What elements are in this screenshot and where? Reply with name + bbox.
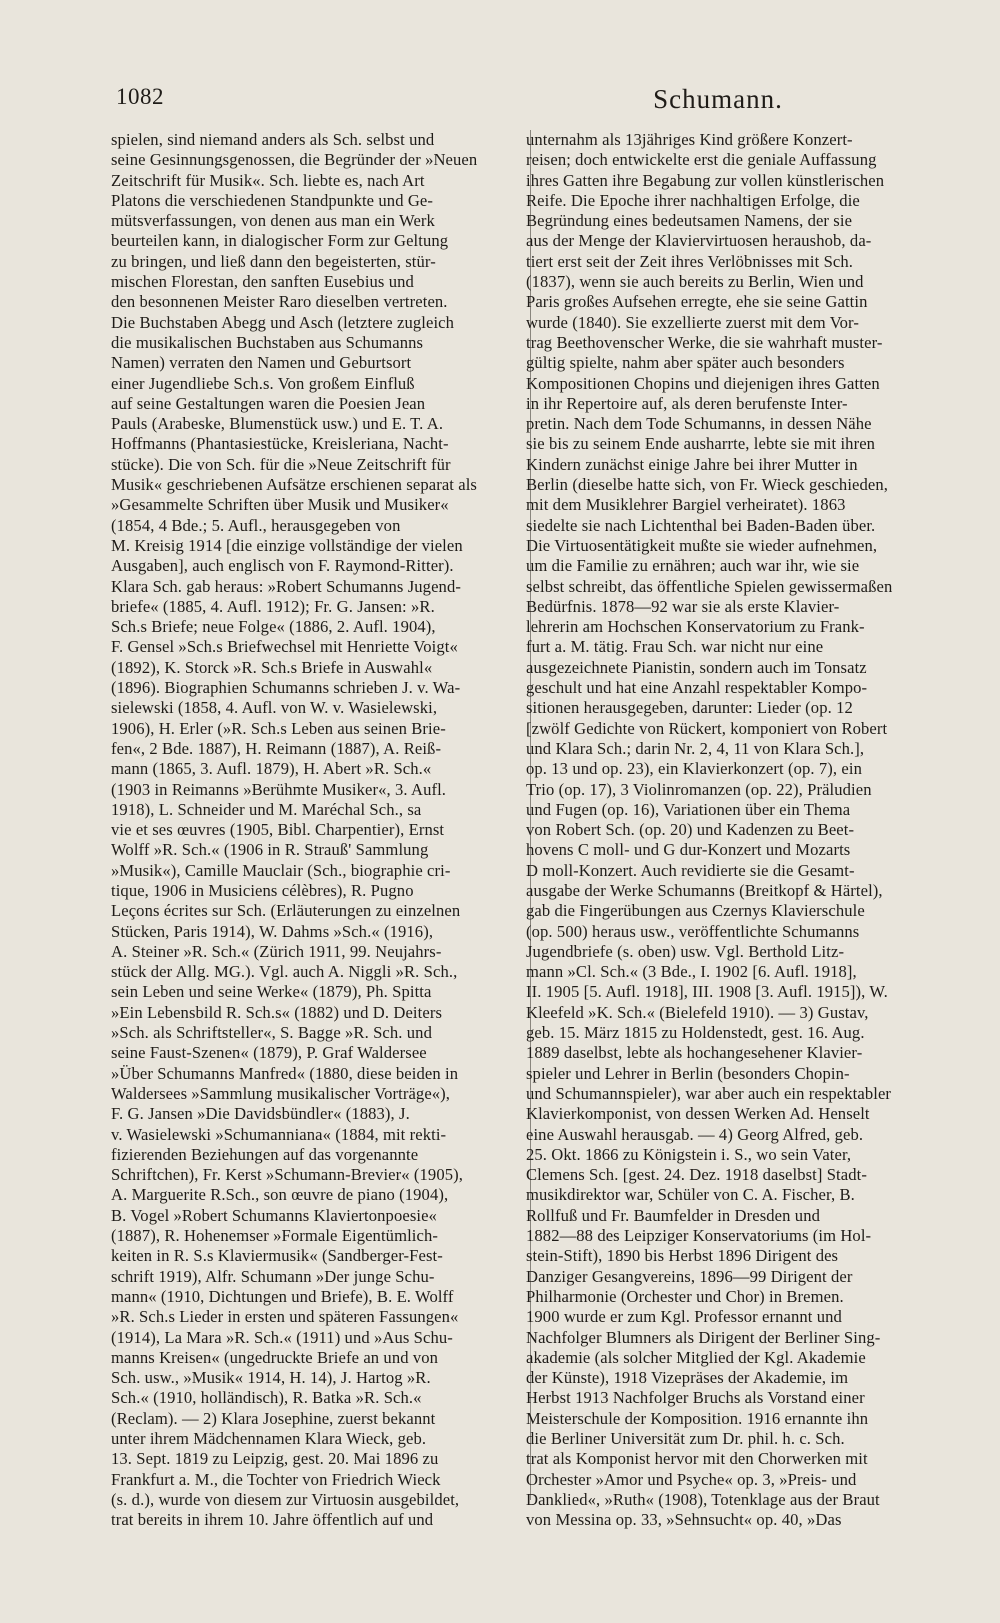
text-line: (1854, 4 Bde.; 5. Aufl., herausgegeben von xyxy=(111,515,401,535)
text-line: Danziger Gesangvereins, 1896—99 Dirigent der xyxy=(526,1266,853,1286)
text-line: [zwölf Gedichte von Rückert, komponiert von Robert xyxy=(526,718,888,738)
text-line: op. 13 und op. 23), ein Klavierkonzert (op. 7), ein xyxy=(526,759,862,779)
text-line: Leçons écrites sur Sch. (Erläuterungen zu einzelnen xyxy=(111,901,461,921)
text-line: die Berliner Universität zum Dr. phil. h. c. Sch. xyxy=(526,1429,845,1448)
page-number: 1082 xyxy=(116,84,164,109)
text-line: Klavierkomponist, von dessen Werken Ad. Henselt xyxy=(526,1104,870,1124)
text-line: Philharmonie (Orchester und Chor) in Bremen. xyxy=(526,1286,844,1306)
text-line: Bedürfnis. 1878—92 war sie als erste Klavier- xyxy=(526,596,840,616)
text-line: den besonnenen Meister Raro dieselben vertreten. xyxy=(111,292,448,312)
text-line: Klara Sch. gab heraus: »Robert Schumanns Jugend- xyxy=(111,576,461,596)
text-line: hovens C moll- und G dur-Konzert und Mozarts xyxy=(526,840,851,860)
text-line: lehrerin am Hochschen Konservatorium zu Frank- xyxy=(526,617,865,637)
text-line: in ihr Repertoire auf, als deren berufenste Inter- xyxy=(526,393,848,413)
text-line: mann« (1910, Dichtungen und Briefe), B. E. Wolff xyxy=(111,1286,454,1306)
text-line: gab die Fingerübungen aus Czernys Klavierschule xyxy=(526,901,865,921)
text-line: beurteilen kann, in dialogischer Form zur Geltung xyxy=(111,231,449,251)
text-line: Paris großes Aufsehen erregte, ehe sie seine Gattin xyxy=(526,292,868,312)
text-line: ihres Gatten ihre Begabung zur vollen künstlerischen xyxy=(526,170,885,190)
text-line: tique, 1906 in Musiciens célèbres), R. Pugno xyxy=(111,880,414,900)
text-line: Herbst 1913 Nachfolger Bruchs als Vorstand einer xyxy=(526,1388,865,1408)
text-line: manns Kreisen« (ungedruckte Briefe an und von xyxy=(111,1347,439,1367)
text-line: unter ihrem Mädchennamen Klara Wieck, geb. xyxy=(111,1429,427,1448)
text-line: von Robert Sch. (op. 20) und Kadenzen zu Beet- xyxy=(526,820,855,840)
text-line: geschult und hat eine Anzahl respektabler Kompo- xyxy=(526,678,868,698)
text-line: »Sch. als Schriftsteller«, S. Bagge »R. Sch. und xyxy=(111,1023,432,1043)
text-line: siedelte sie nach Lichtenthal bei Baden-Baden über. xyxy=(526,515,876,535)
text-line: Kindern zunächst einige Jahre bei ihrer Mutter in xyxy=(526,454,858,474)
page-header xyxy=(116,84,940,118)
text-line: B. Vogel »Robert Schumanns Klaviertonpoesie« xyxy=(111,1205,437,1225)
text-line: (1903 in Reimanns »Berühmte Musiker«, 3. Aufl. xyxy=(111,779,447,799)
text-line: trat als Komponist hervor mit den Chorwerken mit xyxy=(526,1449,868,1469)
text-line: 1906), H. Erler (»R. Sch.s Leben aus seinen Brie- xyxy=(111,718,446,738)
text-line: (1914), La Mara »R. Sch.« (1911) und »Aus Schu- xyxy=(111,1327,453,1347)
text-line: und Klara Sch.; darin Nr. 2, 4, 11 von Klara Sch.], xyxy=(526,738,865,758)
text-line: A. Steiner »R. Sch.« (Zürich 1911, 99. Neujahrs- xyxy=(111,941,442,961)
text-line: 25. Okt. 1866 zu Königstein i. S., wo sein Vater, xyxy=(526,1144,852,1164)
text-line: mischen Florestan, den sanften Eusebius und xyxy=(111,272,414,292)
text-line: um die Familie zu ernähren; auch war ihr, wie sie xyxy=(526,556,860,576)
left-text-column xyxy=(111,130,531,1530)
text-line: 1882—88 des Leipziger Konservatoriums (im Hol- xyxy=(526,1226,872,1246)
text-line: (Reclam). — 2) Klara Josephine, zuerst bekannt xyxy=(111,1408,436,1428)
text-line: mütsverfassungen, von denen aus man ein Werk xyxy=(111,211,435,231)
text-line: Waldersees »Sammlung musikalischer Vorträge«), xyxy=(111,1083,451,1103)
text-line: stücke). Die von Sch. für die »Neue Zeitschrift für xyxy=(111,454,451,474)
text-line: der Künste), 1918 Vizepräses der Akademie, im xyxy=(526,1368,849,1388)
text-line: schrift 1919), Alfr. Schumann »Der junge Schu- xyxy=(111,1266,435,1286)
text-line: ausgezeichnete Pianistin, sondern auch im Tonsatz xyxy=(526,657,867,677)
text-line: auf seine Gestaltungen waren die Poesien Jean xyxy=(111,393,426,413)
text-line: Pauls (Arabeske, Blumenstück usw.) und E. T. A. xyxy=(111,414,444,434)
text-line: (1887), R. Hohenemser »Formale Eigentümlich- xyxy=(111,1226,438,1246)
text-line: Platons die verschiedenen Standpunkte und Ge- xyxy=(111,190,434,210)
text-line: sie bis zu seinem Ende ausharrte, lebte sie mit ihren xyxy=(526,434,876,454)
text-line: eine Auswahl herausgab. — 4) Georg Alfred, geb. xyxy=(526,1124,864,1144)
text-line: F. Gensel »Sch.s Briefwechsel mit Henriette Voigt« xyxy=(111,637,458,657)
text-line: trat bereits in ihrem 10. Jahre öffentlich auf und xyxy=(111,1510,434,1530)
text-line: Musik« geschriebenen Aufsätze erschienen separat als xyxy=(111,475,477,495)
text-line: von Messina op. 33, »Sehnsucht« op. 40, »Das xyxy=(526,1510,842,1530)
text-line: II. 1905 [5. Aufl. 1918], III. 1908 [3. Aufl. 1915]), W. xyxy=(526,982,888,1002)
text-line: 1918), L. Schneider und M. Maréchal Sch., sa xyxy=(111,799,422,819)
text-line: v. Wasielewski »Schumanniana« (1884, mit rekti- xyxy=(111,1124,447,1144)
text-line: stück der Allg. MG.). Vgl. auch A. Niggli »R. Sch., xyxy=(111,962,458,982)
text-line: Namen) verraten den Namen und Geburtsort xyxy=(111,353,412,373)
text-line: »Gesammelte Schriften über Musik und Musiker« xyxy=(111,495,449,515)
text-line: pretin. Nach dem Tode Schumanns, in dessen Nähe xyxy=(526,414,872,434)
text-line: Hoffmanns (Phantasiestücke, Kreisleriana, Nacht- xyxy=(111,434,449,454)
text-line: musikdirektor war, Schüler von C. A. Fischer, B. xyxy=(526,1185,855,1205)
text-line: zu bringen, und ließ dann den begeisterten, stür- xyxy=(111,251,436,271)
text-line: geb. 15. März 1815 zu Holdenstedt, gest. 16. Aug. xyxy=(526,1023,865,1043)
text-line: F. G. Jansen »Die Davidsbündler« (1883), J. xyxy=(111,1104,410,1124)
text-line: seine Gesinnungsgenossen, die Begründer der »Neuen xyxy=(111,150,478,170)
text-line: »Musik«), Camille Mauclair (Sch., biographie cri- xyxy=(111,860,451,880)
text-line: fen«, 2 Bde. 1887), H. Reimann (1887), A. Reiß- xyxy=(111,738,442,758)
text-line: (s. d.), wurde von diesem zur Virtuosin ausgebildet, xyxy=(111,1489,460,1509)
text-line: Sch.s Briefe; neue Folge« (1886, 2. Aufl. 1904), xyxy=(111,617,436,637)
text-line: sein Leben und seine Werke« (1879), Ph. Spitta xyxy=(111,982,432,1002)
text-line: reisen; doch entwickelte erst die geniale Auffassung xyxy=(526,150,877,170)
text-line: Die Buchstaben Abegg und Asch (letztere zugleich xyxy=(111,312,455,332)
text-line: trag Beethovenscher Werke, die sie wahrhaft muster- xyxy=(526,332,883,352)
text-line: Jugendbriefe (s. oben) usw. Vgl. Berthold Litz- xyxy=(526,941,845,961)
text-line: Clemens Sch. [gest. 24. Dez. 1918 daselbst] Stadt- xyxy=(526,1165,867,1185)
text-line: Zeitschrift für Musik«. Sch. liebte es, nach Art xyxy=(111,170,425,190)
text-line: Wolff »R. Sch.« (1906 in R. Strauß' Sammlung xyxy=(111,840,429,860)
text-line: 1889 daselbst, lebte als hochangesehener Klavier- xyxy=(526,1043,863,1063)
text-line: D moll-Konzert. Auch revidierte sie die Gesamt- xyxy=(526,860,855,880)
text-line: mann (1865, 3. Aufl. 1879), H. Abert »R. Sch.« xyxy=(111,759,432,779)
text-line: (1837), wenn sie auch bereits zu Berlin, Wien und xyxy=(526,272,864,292)
text-line: briefe« (1885, 4. Aufl. 1912); Fr. G. Jansen: »R. xyxy=(111,596,435,616)
text-line: sitionen herausgegeben, darunter: Lieder (op. 12 xyxy=(526,698,853,718)
text-line: mann »Cl. Sch.« (3 Bde., I. 1902 [6. Aufl. 1918], xyxy=(526,962,857,982)
text-line: spieler und Lehrer in Berlin (besonders Chopin- xyxy=(526,1063,850,1083)
text-line: und Schumannspieler), war aber auch ein respektabler xyxy=(526,1083,892,1103)
text-line: Begründung eines bedeutsamen Namens, der sie xyxy=(526,211,853,231)
text-line: A. Marguerite R.Sch., son œuvre de piano (1904), xyxy=(111,1185,449,1205)
text-line: akademie (als solcher Mitglied der Kgl. Akademie xyxy=(526,1347,866,1367)
text-line: »R. Sch.s Lieder in ersten und späteren Fassungen« xyxy=(111,1307,459,1327)
text-line: gültig spielte, nahm aber später auch besonders xyxy=(526,353,845,373)
text-line: fizierenden Beziehungen auf das vorgenannte xyxy=(111,1144,419,1164)
text-line: einer Jugendliebe Sch.s. Von großem Einfluß xyxy=(111,373,415,393)
text-line: Kompositionen Chopins und diejenigen ihres Gatten xyxy=(526,373,880,393)
text-line: Reife. Die Epoche ihrer nachhaltigen Erfolge, die xyxy=(526,190,860,210)
text-line: Berlin (dieselbe hatte sich, von Fr. Wieck geschieden, xyxy=(526,475,889,495)
text-line: Orchester »Amor und Psyche« op. 3, »Preis- und xyxy=(526,1469,857,1489)
text-line: und Fugen (op. 16), Variationen über ein Thema xyxy=(526,799,851,819)
text-line: Rollfuß und Fr. Baumfelder in Dresden und xyxy=(526,1205,820,1225)
text-line: Sch.« (1910, holländisch), R. Batka »R. Sch.« xyxy=(111,1388,422,1408)
text-line: Meisterschule der Komposition. 1916 ernannte ihn xyxy=(526,1408,869,1428)
text-line: Stücken, Paris 1914), W. Dahms »Sch.« (1916), xyxy=(111,921,434,941)
text-line: Nachfolger Blumners als Dirigent der Berliner Sing- xyxy=(526,1327,881,1347)
text-line: ausgabe der Werke Schumanns (Breitkopf & Härtel), xyxy=(526,880,883,900)
text-line: vie et ses œuvres (1905, Bibl. Charpentier), Ernst xyxy=(111,820,445,840)
text-line: Sch. usw., »Musik« 1914, H. 14), J. Hartog »R. xyxy=(111,1368,431,1388)
text-line: Die Virtuosentätigkeit mußte sie wieder aufnehmen, xyxy=(526,535,878,555)
text-line: Danklied«, »Ruth« (1908), Totenklage aus der Braut xyxy=(526,1489,880,1509)
text-line: aus der Menge der Klaviervirtuosen heraushob, da- xyxy=(526,231,872,251)
text-line: spielen, sind niemand anders als Sch. selbst und xyxy=(111,130,435,149)
text-line: »Ein Lebensbild R. Sch.s« (1882) und D. Deiters xyxy=(111,1002,443,1022)
text-line: stein-Stift), 1890 bis Herbst 1896 Dirigent des xyxy=(526,1246,839,1266)
text-line: Kleefeld »K. Sch.« (Bielefeld 1910). — 3) Gustav, xyxy=(526,1002,869,1022)
text-line: keiten in R. S.s Klaviermusik« (Sandberger-Fest- xyxy=(111,1246,443,1266)
text-line: Trio (op. 17), 3 Violinromanzen (op. 22), Präludien xyxy=(526,779,872,799)
text-line: Schriftchen), Fr. Kerst »Schumann-Brevier« (1905), xyxy=(111,1165,464,1185)
right-text-column xyxy=(526,130,953,1530)
text-line: sielewski (1858, 4. Aufl. von W. v. Wasielewski, xyxy=(111,698,438,718)
text-line: selbst schreibt, das öffentliche Spielen gewissermaßen xyxy=(526,576,893,596)
text-line: »Über Schumanns Manfred« (1880, diese beiden in xyxy=(111,1063,459,1083)
text-line: Ausgaben], auch englisch von F. Raymond-Ritter). xyxy=(111,556,454,576)
text-line: unternahm als 13jähriges Kind größere Konzert- xyxy=(526,130,853,149)
text-line: mit dem Musiklehrer Bargiel verheiratet). 1863 xyxy=(526,495,846,515)
text-line: M. Kreisig 1914 [die einzige vollständige der vielen xyxy=(111,535,463,555)
text-line: seine Faust-Szenen« (1879), P. Graf Waldersee xyxy=(111,1043,427,1063)
text-line: 1900 wurde er zum Kgl. Professor ernannt und xyxy=(526,1307,842,1327)
text-line: tiert erst seit der Zeit ihres Verlöbnisses mit Sch. xyxy=(526,251,854,271)
text-line: 13. Sept. 1819 zu Leipzig, gest. 20. Mai 1896 zu xyxy=(111,1449,439,1469)
text-line: (1896). Biographien Schumanns schrieben J. v. Wa- xyxy=(111,678,461,698)
text-line: (1892), K. Storck »R. Sch.s Briefe in Auswahl« xyxy=(111,657,433,677)
running-title: Schumann. xyxy=(653,84,783,114)
text-line: Frankfurt a. M., die Tochter von Friedrich Wieck xyxy=(111,1469,441,1489)
text-line: furt a. M. tätig. Frau Sch. war nicht nur eine xyxy=(526,637,824,657)
text-line: (op. 500) heraus usw., veröffentlichte Schumanns xyxy=(526,921,860,941)
text-line: die musikalischen Buchstaben aus Schumanns xyxy=(111,332,424,352)
text-line: wurde (1840). Sie exzellierte zuerst mit dem Vor- xyxy=(526,312,859,332)
